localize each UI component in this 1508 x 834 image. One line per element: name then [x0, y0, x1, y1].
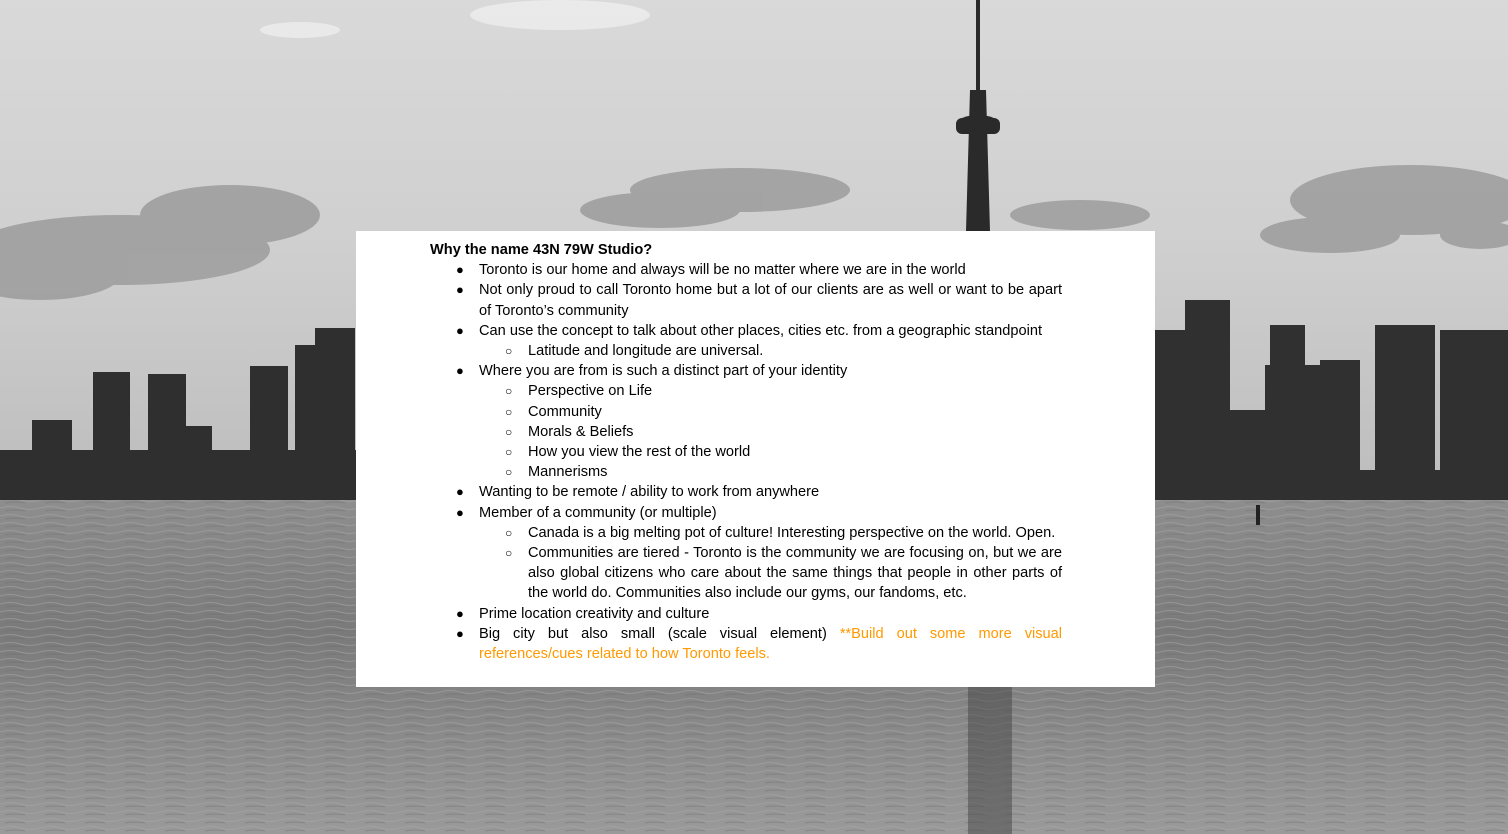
sub-list-item [479, 402, 1062, 422]
hollow-bullet-icon: ○ [505, 445, 513, 460]
list-item-text: Toronto is our home and always will be no matter where we are in the world [479, 262, 966, 279]
list-item [430, 503, 1062, 604]
bullet-icon: ● [456, 484, 464, 500]
hollow-bullet-icon: ○ [505, 404, 513, 419]
sub-list-item [479, 543, 1062, 604]
list-item-text: Big city but also small (scale visual element) [479, 625, 827, 642]
sub-list-item-text: How you view the rest of the world [528, 444, 751, 461]
bullet-list [430, 260, 1062, 664]
bullet-icon: ● [456, 605, 464, 621]
sub-list-item [479, 462, 1062, 482]
highlight-note: **Build out some more visual references/cues related to how Toronto feels. [479, 625, 1062, 663]
list-item [430, 280, 1062, 320]
list-item [430, 624, 1062, 664]
sub-list-item-text: Morals & Beliefs [528, 423, 634, 440]
document-title: Why the name 43N 79W Studio? [430, 242, 653, 258]
bullet-icon: ● [456, 504, 464, 520]
sub-list-item-text: Communities are tiered - Toronto is the community we are focusing on, but we are also global citizens who care about the same things that people in other parts of the world do. Communities also include our gyms, our fandoms, etc. [528, 545, 1062, 602]
list-item-text: Wanting to be remote / ability to work from anywhere [479, 484, 820, 501]
list-item-text: Not only proud to call Toronto home but a lot of our clients are as well or want to be apart of Toronto’s community [479, 282, 1062, 319]
sub-list-item-text: Perspective on Life [528, 383, 653, 400]
list-item [430, 361, 1062, 482]
sub-list-item-text: Latitude and longitude are universal. [528, 343, 764, 360]
sub-list-item [479, 381, 1062, 401]
sub-list-item [479, 422, 1062, 442]
sub-list-item [479, 442, 1062, 462]
list-item [430, 482, 1062, 502]
bullet-icon: ● [456, 282, 464, 298]
hollow-bullet-icon: ○ [505, 465, 513, 480]
hollow-bullet-icon: ○ [505, 525, 513, 540]
bullet-icon: ● [456, 625, 464, 641]
list-item-text: Where you are from is such a distinct part of your identity [479, 363, 848, 380]
bullet-icon: ● [456, 262, 464, 278]
sub-list-item-text: Community [528, 403, 602, 420]
sub-list-item-text: Mannerisms [528, 464, 608, 481]
document-card [356, 231, 1155, 687]
bullet-icon: ● [456, 363, 464, 379]
list-item [430, 604, 1062, 624]
sub-list [479, 523, 1062, 604]
sub-list-item [479, 341, 1062, 361]
bullet-icon: ● [456, 322, 464, 338]
list-item [430, 321, 1062, 361]
hollow-bullet-icon: ○ [505, 384, 513, 399]
hollow-bullet-icon: ○ [505, 344, 513, 359]
list-item-text: Prime location creativity and culture [479, 605, 710, 622]
list-item [430, 260, 1062, 280]
sub-list [479, 341, 1062, 361]
sub-list [479, 381, 1062, 482]
list-item-text: Member of a community (or multiple) [479, 504, 717, 521]
sub-list-item [479, 523, 1062, 543]
sub-list-item-text: Canada is a big melting pot of culture! Interesting perspective on the world. Open. [528, 524, 1056, 541]
hollow-bullet-icon: ○ [505, 424, 513, 439]
list-item-text: Can use the concept to talk about other places, cities etc. from a geographic standpoint [479, 322, 1043, 339]
hollow-bullet-icon: ○ [505, 546, 513, 561]
